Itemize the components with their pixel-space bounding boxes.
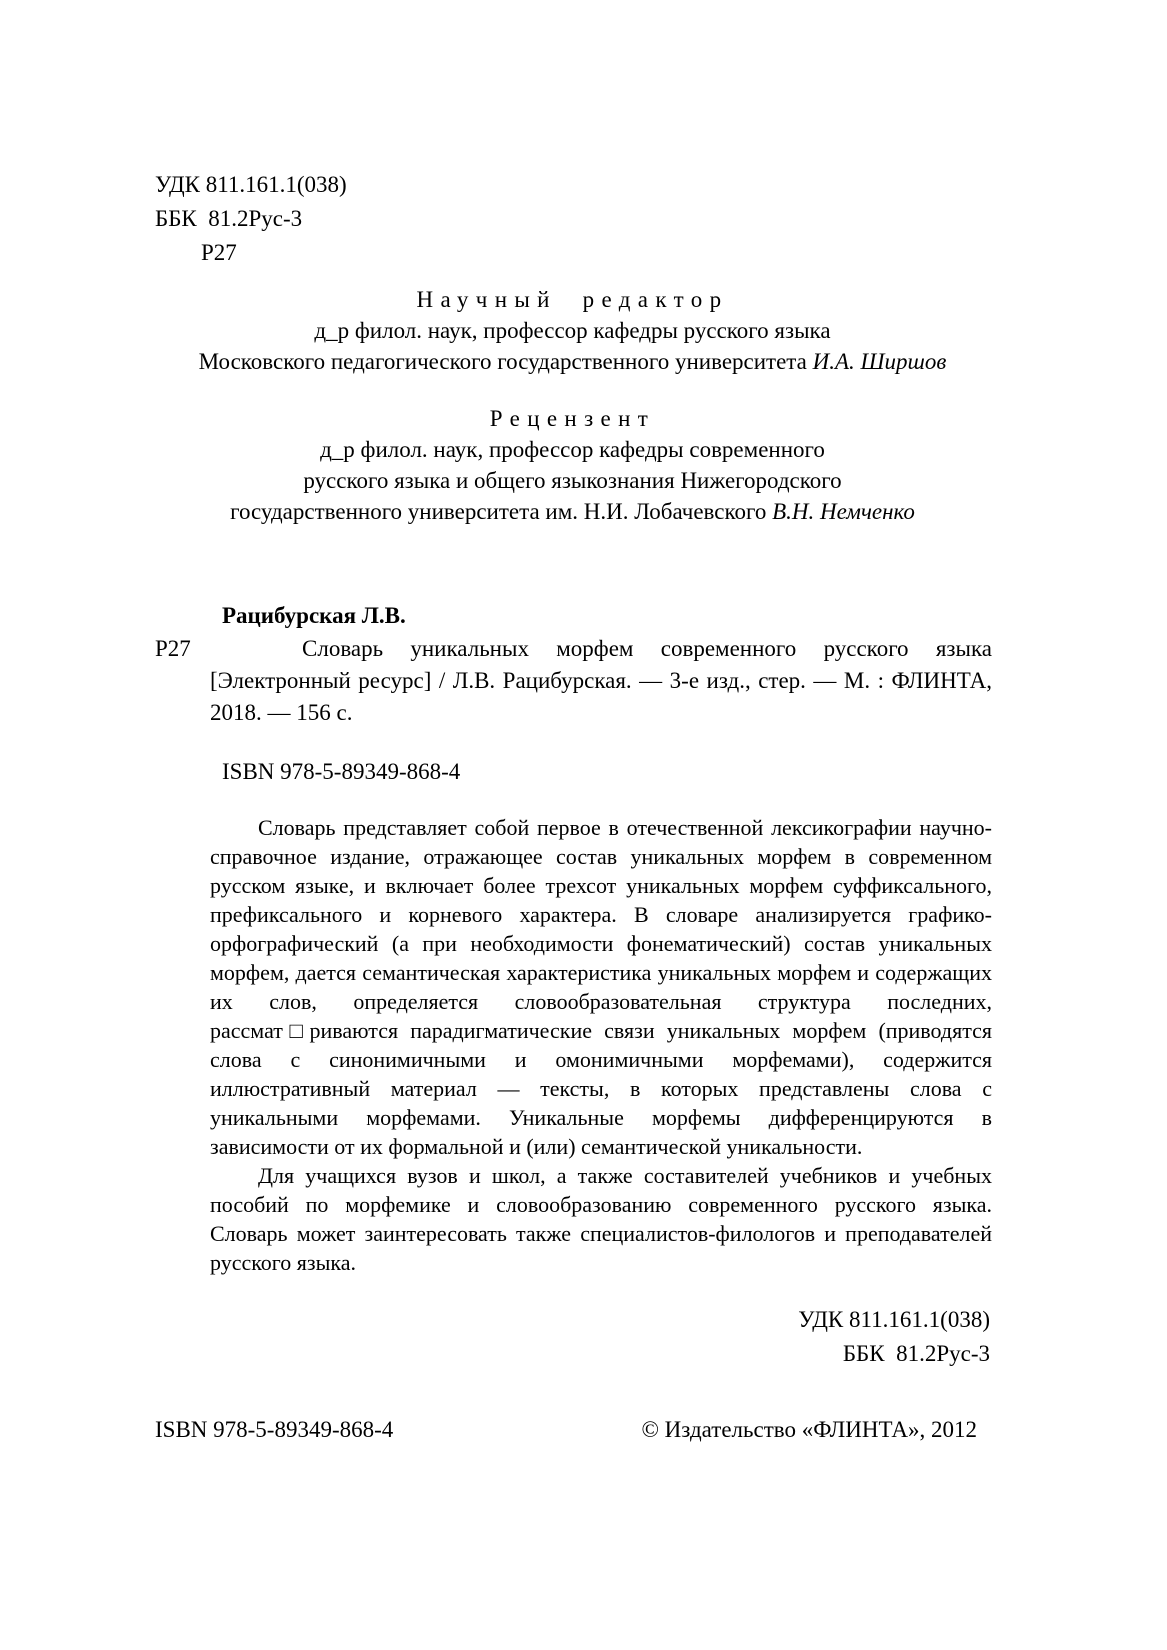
author-name: Рацибурская Л.В. xyxy=(222,603,406,628)
copyright-line: © Издательство «ФЛИНТА», 2012 xyxy=(641,1417,977,1442)
annotation-paragraph-2: Для учащихся вузов и школ, а также составителей учебников и учебных пособий по морфемике и словообразованию современного русского языка. Словарь может заинтересовать также специалистов-филологов и преподавателей русского языка. xyxy=(210,1163,992,1275)
editor-degree-line: д_р филол. наук, профессор кафедры русского языка xyxy=(314,318,831,343)
editor-heading: Научный редактор xyxy=(416,287,729,312)
reviewer-affiliation-line-2 xyxy=(155,496,990,527)
udc-code-bottom: УДК 811.161.1(038) xyxy=(798,1307,990,1332)
bibliographic-description: Словарь уникальных морфем современного русского языка [Электронный ресурс] / Л.В. Рацибурская. — 3-е изд., стер. — М. : ФЛИНТА, 2018. — 156 с. xyxy=(210,636,992,725)
udc-code-top: УДК 811.161.1(038) xyxy=(155,172,347,197)
classification-letter-code-top: Р27 xyxy=(201,240,237,265)
editor-name: И.А. Ширшов xyxy=(812,349,947,374)
isbn-line: ISBN 978-5-89349-868-4 xyxy=(222,759,461,784)
footer-row xyxy=(155,1415,990,1445)
annotation-paragraph-1: Словарь представляет собой первое в отечественной лексикографии научно-справочное издание, отражающее состав уникальных морфем в современном русском языке, и включает более трехсот уникальных морфем суффиксального, префиксального и корневого характера. В словаре анализируется графико-орфографический (а при необходимости фонематический) состав уникальных морфем, дается семантическая характеристика уникальных морфем и содержащих их слов, определяется словообразовательная структура последних, рассмат□риваются парадигматические связи уникальных морфем (приводятся слова с синонимичными и омонимичными морфемами), содержится иллюстративный материал — тексты, в которых представлены слова с уникальными морфемами. Уникальные морфемы дифференцируются в зависимости от их формальной и (или) семантической уникальности. xyxy=(210,815,992,1159)
bbk-code-top: ББК 81.2Рус-3 xyxy=(155,206,303,231)
bbk-code-bottom: ББК 81.2Рус-3 xyxy=(842,1341,990,1366)
reviewer-affiliation-line-1: русского языка и общего языкознания Нижегородского xyxy=(303,468,842,493)
editor-section xyxy=(155,284,990,377)
reviewer-section xyxy=(155,403,990,527)
reviewer-degree-line: д_р филол. наук, профессор кафедры современного xyxy=(320,437,825,462)
classification-codes-bottom xyxy=(155,1303,990,1371)
isbn-bottom: ISBN 978-5-89349-868-4 xyxy=(155,1417,394,1442)
reviewer-affiliation-text: государственного университета им. Н.И. Лобачевского xyxy=(230,499,773,524)
catalog-entry xyxy=(155,601,992,729)
reviewer-heading: Рецензент xyxy=(489,406,656,431)
classification-letter-code-entry: Р27 xyxy=(155,636,191,661)
reviewer-name: В.Н. Немченко xyxy=(772,499,915,524)
catalog-entry-row xyxy=(155,633,992,729)
editor-affiliation-line xyxy=(155,346,990,377)
classification-codes-top xyxy=(155,168,990,270)
editor-affiliation-text: Московского педагогического государственного университета xyxy=(198,349,813,374)
